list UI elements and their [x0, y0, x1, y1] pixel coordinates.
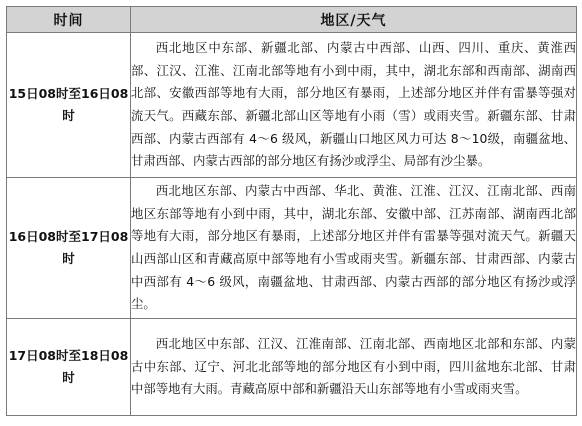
time-cell: 17日08时至18日08时	[7, 319, 131, 416]
weather-forecast-table	[6, 6, 577, 416]
table-row	[7, 33, 577, 178]
table-header-row	[7, 7, 577, 33]
time-cell: 16日08时至17日08时	[7, 178, 131, 319]
header-time: 时间	[7, 7, 131, 33]
weather-text-cell: 西北地区中东部、江汉、江淮南部、江南北部、西南地区北部和东部、内蒙古中东部、辽宁、河北北部等地的部分地区有小到中雨，四川盆地东北部、甘肃中部等地有大雨。青藏高原中部和新疆沿天山东部等地有小雪或雨夹雪。	[131, 319, 577, 416]
header-region-weather: 地区/天气	[131, 7, 577, 33]
table-row	[7, 178, 577, 319]
weather-text-cell: 西北地区东部、内蒙古中西部、华北、黄淮、江淮、江汉、江南北部、西南地区东部等地有小到中雨，其中，湖北东部、安徽中部、江苏南部、湖南西北部等地有大雨，部分地区有暴雨，上述部分地区并伴有雷暴等强对流天气。新疆天山西部山区和青藏高原中部等地有小雪或雨夹雪。新疆东部、甘肃西部、内蒙古中西部有 4～6 级风，南疆盆地、甘肃西部、内蒙古西部的部分地区有扬沙或浮尘。	[131, 178, 577, 319]
table-row	[7, 319, 577, 416]
weather-text-cell: 西北地区中东部、新疆北部、内蒙古中西部、山西、四川、重庆、黄淮西部、江汉、江淮、江南北部等地有小到中雨，其中，湖北东部和西南部、湖南西北部、安徽西部等地有大雨，部分地区有暴雨，上述部分地区并伴有雷暴等强对流天气。西藏东部、新疆北部山区等地有小雨（雪）或雨夹雪。新疆东部、甘肃西部、内蒙古西部有 4～6 级风，新疆山口地区风力可达 8～10级，南疆盆地、甘肃西部、内蒙古西部的部分地区有扬沙或浮尘、局部有沙尘暴。	[131, 33, 577, 178]
time-cell: 15日08时至16日08时	[7, 33, 131, 178]
